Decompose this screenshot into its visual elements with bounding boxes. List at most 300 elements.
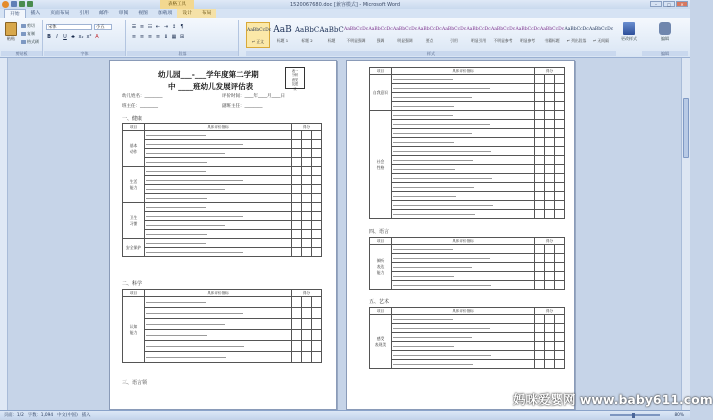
table-row bbox=[123, 330, 322, 341]
style-sample: AaBbCcDc bbox=[515, 27, 540, 32]
score-cell[interactable] bbox=[311, 203, 321, 212]
score-cell[interactable] bbox=[301, 149, 311, 158]
score-cell[interactable] bbox=[301, 221, 311, 230]
score-cell[interactable] bbox=[291, 230, 301, 239]
tab-view[interactable]: 视图 bbox=[138, 11, 148, 16]
score-cell[interactable] bbox=[544, 111, 554, 120]
table-row bbox=[123, 131, 322, 140]
cut-button[interactable] bbox=[21, 23, 35, 29]
score-cell[interactable] bbox=[544, 75, 554, 84]
score-cell[interactable] bbox=[301, 352, 311, 363]
score-cell[interactable] bbox=[311, 230, 321, 239]
indicator-cell[interactable] bbox=[392, 192, 535, 201]
edit-group bbox=[642, 20, 688, 56]
copy-button[interactable] bbox=[21, 31, 35, 37]
vertical-scrollbar[interactable] bbox=[681, 58, 690, 410]
borders-icon[interactable]: ⊞ bbox=[179, 34, 185, 40]
indicator-cell[interactable] bbox=[145, 330, 292, 341]
score-cell[interactable] bbox=[291, 131, 301, 140]
score-cell[interactable] bbox=[301, 330, 311, 341]
table-row bbox=[123, 185, 322, 194]
score-cell[interactable] bbox=[311, 221, 321, 230]
score-cell[interactable] bbox=[544, 245, 554, 254]
score-cell[interactable] bbox=[301, 194, 311, 203]
indicator-text-line bbox=[146, 162, 207, 163]
align-right-icon[interactable]: ≡ bbox=[147, 34, 153, 40]
score-cell[interactable] bbox=[554, 210, 564, 219]
indicator-cell[interactable] bbox=[392, 254, 535, 263]
indicator-cell[interactable] bbox=[145, 308, 292, 319]
score-cell[interactable] bbox=[311, 176, 321, 185]
indicator-cell[interactable] bbox=[392, 351, 535, 360]
tab-references[interactable]: 引用 bbox=[79, 11, 90, 16]
justify-icon[interactable]: ≡ bbox=[155, 34, 161, 40]
shading-icon[interactable]: ▦ bbox=[171, 34, 177, 40]
increase-indent-icon[interactable]: ⇥ bbox=[163, 24, 169, 30]
score-cell[interactable] bbox=[534, 201, 544, 210]
category-cell: 卫生 习惯 bbox=[123, 203, 145, 239]
indicator-cell[interactable] bbox=[392, 360, 535, 369]
doc-title-line-1: 幼儿园___-___学年度第二学期 bbox=[158, 70, 259, 79]
numbering-icon[interactable]: ≡ bbox=[139, 24, 145, 30]
scrollbar-thumb[interactable] bbox=[683, 98, 689, 158]
tab-home[interactable]: 开始 bbox=[4, 9, 26, 18]
score-cell[interactable] bbox=[554, 120, 564, 129]
styles-group-label: 样式 bbox=[246, 51, 616, 56]
table-row bbox=[370, 254, 565, 263]
score-cell[interactable] bbox=[311, 185, 321, 194]
score-cell[interactable] bbox=[544, 254, 554, 263]
score-cell[interactable] bbox=[291, 194, 301, 203]
score-cell[interactable] bbox=[534, 156, 544, 165]
score-cell[interactable] bbox=[544, 324, 554, 333]
score-cell[interactable] bbox=[301, 230, 311, 239]
indicator-cell[interactable] bbox=[392, 174, 535, 183]
score-cell[interactable] bbox=[554, 281, 564, 290]
indicator-text-line bbox=[146, 135, 206, 136]
scissors-icon bbox=[21, 24, 26, 28]
show-marks-icon[interactable]: ¶ bbox=[180, 24, 184, 30]
underline-icon[interactable]: U bbox=[63, 34, 67, 40]
score-cell[interactable] bbox=[311, 239, 321, 248]
score-cell[interactable] bbox=[301, 341, 311, 352]
sort-icon[interactable]: ↕ bbox=[171, 24, 177, 30]
indicator-cell[interactable] bbox=[392, 183, 535, 192]
table-row bbox=[370, 342, 565, 351]
score-cell[interactable] bbox=[291, 203, 301, 212]
score-cell[interactable] bbox=[534, 102, 544, 111]
indicator-text-line bbox=[393, 115, 453, 116]
score-cell[interactable] bbox=[554, 272, 564, 281]
style-name: 不明显强调 bbox=[346, 38, 366, 43]
indicator-cell[interactable] bbox=[145, 131, 292, 140]
score-cell[interactable] bbox=[291, 352, 301, 363]
indicator-text-line bbox=[393, 267, 472, 268]
indicator-cell[interactable] bbox=[392, 129, 535, 138]
score-cell[interactable] bbox=[301, 158, 311, 167]
table-row bbox=[370, 210, 565, 219]
score-cell[interactable] bbox=[554, 93, 564, 102]
header-item-cell: 项目 bbox=[123, 124, 145, 131]
align-left-icon[interactable]: ≡ bbox=[131, 34, 137, 40]
table-row bbox=[123, 297, 322, 308]
doc-title-line-2: 中 ____班幼儿发展评估表 bbox=[168, 82, 254, 91]
table-row bbox=[123, 167, 322, 176]
score-cell[interactable] bbox=[534, 183, 544, 192]
score-cell[interactable] bbox=[291, 176, 301, 185]
score-cell[interactable] bbox=[311, 167, 321, 176]
tab-table-layout[interactable]: 布局 bbox=[197, 9, 217, 18]
page-count[interactable]: 页面：1/2 bbox=[4, 413, 24, 418]
indicator-cell[interactable] bbox=[392, 315, 535, 324]
score-cell[interactable] bbox=[311, 352, 321, 363]
table-row bbox=[370, 245, 565, 254]
score-cell[interactable] bbox=[534, 324, 544, 333]
score-cell[interactable] bbox=[534, 129, 544, 138]
indicator-cell[interactable] bbox=[145, 239, 292, 248]
font-color-icon[interactable]: A bbox=[95, 34, 99, 40]
decrease-indent-icon[interactable]: ⇤ bbox=[155, 24, 161, 30]
indicator-cell[interactable] bbox=[392, 111, 535, 120]
indicator-text-line bbox=[393, 97, 472, 98]
score-cell[interactable] bbox=[534, 174, 544, 183]
word-count[interactable]: 字数：1,094 bbox=[27, 413, 54, 418]
score-cell[interactable] bbox=[544, 174, 554, 183]
score-cell[interactable] bbox=[534, 147, 544, 156]
style-name: ↵ 无间隔 bbox=[593, 38, 609, 43]
score-cell[interactable] bbox=[301, 239, 311, 248]
indicator-text-line bbox=[393, 346, 454, 347]
score-cell[interactable] bbox=[534, 111, 544, 120]
indicator-cell[interactable] bbox=[392, 333, 535, 342]
score-cell[interactable] bbox=[291, 341, 301, 352]
score-cell[interactable] bbox=[534, 342, 544, 351]
score-cell[interactable] bbox=[291, 158, 301, 167]
score-cell[interactable] bbox=[554, 245, 564, 254]
score-cell[interactable] bbox=[554, 333, 564, 342]
tab-review[interactable]: 审阅 bbox=[118, 11, 129, 16]
score-cell[interactable] bbox=[534, 263, 544, 272]
indicator-text-line bbox=[393, 319, 453, 320]
line-spacing-icon[interactable]: ↨ bbox=[163, 34, 169, 40]
indicator-cell[interactable] bbox=[145, 140, 292, 149]
score-cell[interactable] bbox=[311, 297, 321, 308]
minimize-button[interactable]: – bbox=[650, 1, 662, 7]
indicator-cell[interactable] bbox=[392, 342, 535, 351]
indicator-text-line bbox=[146, 252, 243, 253]
multilevel-list-icon[interactable]: ☷ bbox=[147, 24, 153, 30]
style-sample: AaBbC bbox=[319, 26, 344, 34]
score-cell[interactable] bbox=[301, 131, 311, 140]
styles-group bbox=[246, 20, 616, 56]
font-name-combo[interactable]: 宋体 bbox=[46, 24, 92, 30]
insert-mode[interactable]: 插入 bbox=[81, 413, 91, 418]
score-cell[interactable] bbox=[291, 185, 301, 194]
tab-page-layout[interactable]: 页面布局 bbox=[50, 11, 70, 16]
score-cell[interactable] bbox=[554, 75, 564, 84]
score-cell[interactable] bbox=[291, 330, 301, 341]
score-cell[interactable] bbox=[544, 93, 554, 102]
note-box: 表一 分析 意见 及建 议 bbox=[285, 67, 305, 89]
format-painter-button[interactable] bbox=[21, 39, 39, 45]
score-cell[interactable] bbox=[301, 140, 311, 149]
indicator-cell[interactable] bbox=[145, 248, 292, 257]
score-cell[interactable] bbox=[554, 156, 564, 165]
paste-icon bbox=[5, 22, 17, 36]
score-cell[interactable] bbox=[544, 351, 554, 360]
score-cell[interactable] bbox=[534, 272, 544, 281]
score-cell[interactable] bbox=[311, 149, 321, 158]
score-cell[interactable] bbox=[534, 165, 544, 174]
indicator-cell[interactable] bbox=[145, 221, 292, 230]
indicator-cell[interactable] bbox=[392, 201, 535, 210]
indicator-cell[interactable] bbox=[392, 102, 535, 111]
score-cell[interactable] bbox=[301, 308, 311, 319]
change-styles-button[interactable] bbox=[618, 22, 640, 42]
table-header-row bbox=[370, 238, 565, 245]
indicator-cell[interactable] bbox=[145, 352, 292, 363]
zoom-slider[interactable] bbox=[610, 414, 660, 416]
superscript-icon[interactable]: x² bbox=[86, 34, 92, 40]
indicator-cell[interactable] bbox=[145, 158, 292, 167]
score-cell[interactable] bbox=[301, 176, 311, 185]
indicator-cell[interactable] bbox=[392, 120, 535, 129]
italic-icon[interactable]: I bbox=[56, 34, 58, 40]
indicator-cell[interactable] bbox=[392, 75, 535, 84]
score-cell[interactable] bbox=[544, 156, 554, 165]
indicator-cell[interactable] bbox=[145, 167, 292, 176]
indicator-text-line bbox=[393, 187, 474, 188]
score-cell[interactable] bbox=[554, 263, 564, 272]
score-cell[interactable] bbox=[544, 84, 554, 93]
indicator-cell[interactable] bbox=[145, 203, 292, 212]
align-center-icon[interactable]: ≡ bbox=[139, 34, 145, 40]
strikethrough-icon[interactable]: a bbox=[71, 34, 75, 40]
score-cell[interactable] bbox=[291, 308, 301, 319]
indicator-cell[interactable] bbox=[392, 324, 535, 333]
tab-addins[interactable]: 加载项 bbox=[157, 11, 173, 16]
score-cell[interactable] bbox=[291, 239, 301, 248]
score-cell[interactable] bbox=[311, 248, 321, 257]
score-cell[interactable] bbox=[544, 192, 554, 201]
score-cell[interactable] bbox=[554, 315, 564, 324]
score-cell[interactable] bbox=[544, 138, 554, 147]
tab-mailings[interactable]: 邮件 bbox=[99, 11, 109, 16]
indicator-text-line bbox=[393, 178, 492, 179]
score-cell[interactable] bbox=[554, 102, 564, 111]
score-cell[interactable] bbox=[534, 210, 544, 219]
score-cell[interactable] bbox=[544, 201, 554, 210]
style-sample: AaBbCcDc bbox=[393, 27, 418, 32]
score-cell[interactable] bbox=[301, 319, 311, 330]
score-cell[interactable] bbox=[291, 167, 301, 176]
score-cell[interactable] bbox=[544, 360, 554, 369]
indicator-cell[interactable] bbox=[392, 165, 535, 174]
score-cell[interactable] bbox=[301, 167, 311, 176]
table-row bbox=[370, 75, 565, 84]
header-item-cell: 项目 bbox=[123, 290, 145, 297]
paste-button[interactable] bbox=[3, 22, 19, 46]
art-eval-table bbox=[369, 307, 565, 369]
score-cell[interactable] bbox=[534, 75, 544, 84]
score-cell[interactable] bbox=[544, 129, 554, 138]
score-cell[interactable] bbox=[291, 140, 301, 149]
table-row bbox=[123, 308, 322, 319]
score-cell[interactable] bbox=[311, 319, 321, 330]
score-cell[interactable] bbox=[291, 212, 301, 221]
indicator-cell[interactable] bbox=[392, 156, 535, 165]
indicator-text-line bbox=[393, 355, 491, 356]
score-cell[interactable] bbox=[554, 174, 564, 183]
score-cell[interactable] bbox=[534, 138, 544, 147]
table-row bbox=[370, 192, 565, 201]
indicator-cell[interactable] bbox=[392, 210, 535, 219]
score-cell[interactable] bbox=[311, 194, 321, 203]
table-row bbox=[370, 333, 565, 342]
ribbon-tabs bbox=[0, 9, 690, 18]
indicator-cell[interactable] bbox=[392, 84, 535, 93]
score-cell[interactable] bbox=[534, 192, 544, 201]
table-row bbox=[370, 315, 565, 324]
score-cell[interactable] bbox=[311, 308, 321, 319]
indicator-text-line bbox=[146, 171, 206, 172]
language-indicator[interactable]: 中文(中国) bbox=[57, 413, 78, 418]
score-cell[interactable] bbox=[544, 315, 554, 324]
section-language-heading: 三、语言领 bbox=[122, 380, 148, 386]
score-cell[interactable] bbox=[544, 281, 554, 290]
score-cell[interactable] bbox=[301, 297, 311, 308]
score-cell[interactable] bbox=[544, 165, 554, 174]
font-size-combo[interactable]: 小五 bbox=[94, 24, 112, 30]
score-cell[interactable] bbox=[301, 203, 311, 212]
score-cell[interactable] bbox=[544, 102, 554, 111]
score-cell[interactable] bbox=[544, 147, 554, 156]
tab-table-design[interactable]: 设计 bbox=[177, 9, 197, 18]
table-row bbox=[123, 352, 322, 363]
header-score-cell: 得分 bbox=[291, 290, 321, 297]
score-cell[interactable] bbox=[544, 210, 554, 219]
indicator-text-line bbox=[146, 234, 207, 235]
score-cell[interactable] bbox=[534, 254, 544, 263]
indicator-cell[interactable] bbox=[392, 281, 535, 290]
score-cell[interactable] bbox=[534, 245, 544, 254]
indicator-cell[interactable] bbox=[145, 194, 292, 203]
score-cell[interactable] bbox=[534, 360, 544, 369]
context-tab-label: 表格工具 bbox=[160, 0, 194, 9]
edit-button[interactable] bbox=[654, 22, 676, 42]
indicator-cell[interactable] bbox=[145, 149, 292, 158]
table-row bbox=[123, 203, 322, 212]
score-cell[interactable] bbox=[291, 149, 301, 158]
indicator-cell[interactable] bbox=[145, 319, 292, 330]
score-cell[interactable] bbox=[534, 93, 544, 102]
paragraph-group bbox=[127, 20, 239, 56]
indicator-cell[interactable] bbox=[145, 185, 292, 194]
category-cell: 感受 表现美 bbox=[370, 315, 392, 369]
score-cell[interactable] bbox=[554, 192, 564, 201]
score-cell[interactable] bbox=[291, 248, 301, 257]
score-cell[interactable] bbox=[534, 84, 544, 93]
score-cell[interactable] bbox=[301, 212, 311, 221]
subscript-icon[interactable]: x₂ bbox=[78, 34, 84, 40]
score-cell[interactable] bbox=[544, 342, 554, 351]
style-sample: AaBbCcDc bbox=[466, 27, 491, 32]
score-cell[interactable] bbox=[534, 281, 544, 290]
indicator-cell[interactable] bbox=[145, 297, 292, 308]
bold-icon[interactable]: B bbox=[47, 34, 51, 40]
score-cell[interactable] bbox=[301, 248, 311, 257]
indicator-cell[interactable] bbox=[392, 147, 535, 156]
indicator-text-line bbox=[393, 169, 455, 170]
assistant-teacher-field: 副班主任：________ bbox=[222, 104, 263, 109]
zoom-level[interactable]: 80% bbox=[674, 413, 684, 418]
score-cell[interactable] bbox=[544, 120, 554, 129]
document-page-1[interactable] bbox=[109, 60, 337, 410]
score-cell[interactable] bbox=[554, 201, 564, 210]
indicator-cell[interactable] bbox=[392, 245, 535, 254]
score-cell[interactable] bbox=[301, 185, 311, 194]
score-cell[interactable] bbox=[554, 84, 564, 93]
indicator-cell[interactable] bbox=[392, 138, 535, 147]
score-cell[interactable] bbox=[554, 147, 564, 156]
score-cell[interactable] bbox=[554, 183, 564, 192]
score-cell[interactable] bbox=[554, 138, 564, 147]
score-cell[interactable] bbox=[544, 263, 554, 272]
score-cell[interactable] bbox=[554, 360, 564, 369]
zoom-slider-knob[interactable] bbox=[632, 413, 635, 418]
score-cell[interactable] bbox=[544, 183, 554, 192]
indicator-cell[interactable] bbox=[392, 272, 535, 281]
indicator-cell[interactable] bbox=[145, 230, 292, 239]
score-cell[interactable] bbox=[554, 254, 564, 263]
indicator-cell[interactable] bbox=[392, 93, 535, 102]
indicator-cell[interactable] bbox=[145, 176, 292, 185]
score-cell[interactable] bbox=[291, 221, 301, 230]
score-cell[interactable] bbox=[554, 342, 564, 351]
score-cell[interactable] bbox=[544, 333, 554, 342]
indicator-cell[interactable] bbox=[145, 341, 292, 352]
document-page-2[interactable] bbox=[346, 60, 575, 410]
score-cell[interactable] bbox=[311, 140, 321, 149]
score-cell[interactable] bbox=[554, 111, 564, 120]
score-cell[interactable] bbox=[311, 158, 321, 167]
score-cell[interactable] bbox=[554, 165, 564, 174]
score-cell[interactable] bbox=[554, 129, 564, 138]
score-cell[interactable] bbox=[291, 319, 301, 330]
tab-insert[interactable]: 插入 bbox=[30, 11, 41, 16]
indicator-cell[interactable] bbox=[145, 212, 292, 221]
style-name: 明显引用 bbox=[470, 38, 487, 43]
close-button[interactable]: ✕ bbox=[676, 1, 688, 7]
score-cell[interactable] bbox=[311, 330, 321, 341]
score-cell[interactable] bbox=[534, 351, 544, 360]
score-cell[interactable] bbox=[554, 351, 564, 360]
score-cell[interactable] bbox=[311, 131, 321, 140]
score-cell[interactable] bbox=[544, 272, 554, 281]
score-cell[interactable] bbox=[534, 315, 544, 324]
score-cell[interactable] bbox=[311, 341, 321, 352]
score-cell[interactable] bbox=[311, 212, 321, 221]
header-item-cell: 项目 bbox=[370, 308, 392, 315]
indicator-cell[interactable] bbox=[392, 263, 535, 272]
score-cell[interactable] bbox=[291, 297, 301, 308]
maximize-button[interactable]: □ bbox=[663, 1, 675, 7]
score-cell[interactable] bbox=[534, 333, 544, 342]
bullets-icon[interactable]: ☰ bbox=[131, 24, 137, 30]
window-title: 1520067680.doc [兼容模式] - Microsoft Word bbox=[289, 2, 401, 8]
score-cell[interactable] bbox=[554, 324, 564, 333]
score-cell[interactable] bbox=[534, 120, 544, 129]
